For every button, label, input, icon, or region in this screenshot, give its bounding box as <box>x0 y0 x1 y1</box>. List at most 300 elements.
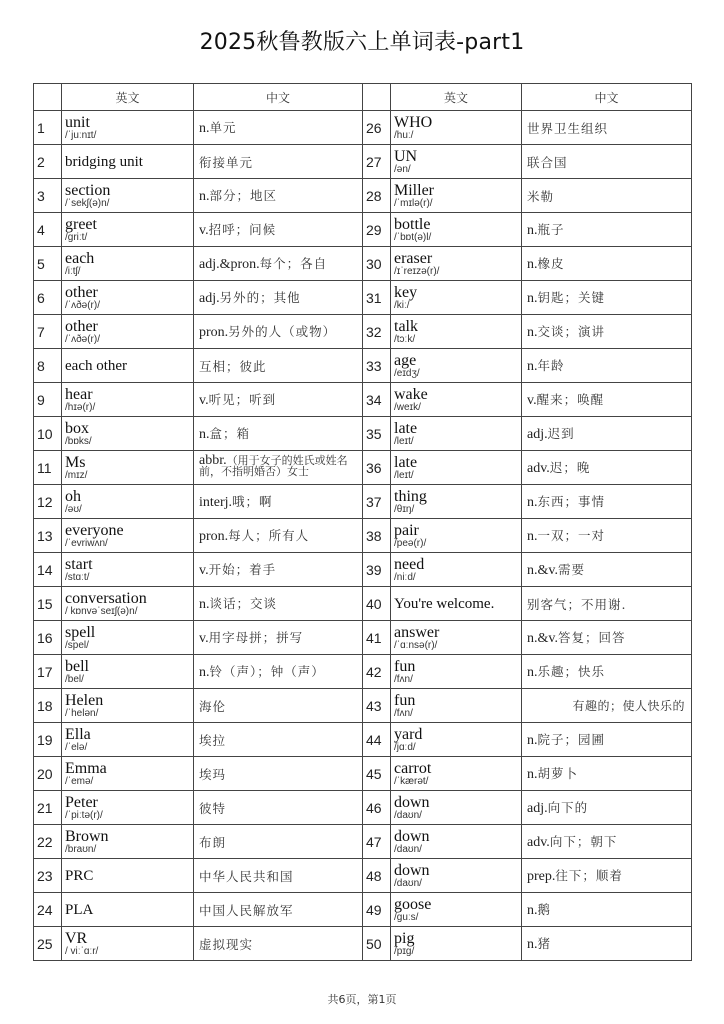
meaning-text: 单元 <box>209 120 237 135</box>
chinese-meaning-left <box>194 179 363 213</box>
english-cell-right <box>391 621 522 655</box>
part-of-speech: pron. <box>199 325 229 340</box>
chinese-meaning-right <box>522 383 692 417</box>
english-word: UN <box>394 147 418 165</box>
header-chinese-left: 中文 <box>194 84 363 111</box>
part-of-speech: n.&v. <box>527 631 558 646</box>
english-cell-left <box>62 179 194 213</box>
phonetic: /ɡuːs/ <box>394 911 419 923</box>
phonetic: /braʊn/ <box>65 843 97 855</box>
chinese-meaning-left <box>194 825 363 859</box>
english-word: Brown <box>65 827 109 845</box>
english-cell-left <box>62 519 194 553</box>
meaning-text: 向下的 <box>547 800 589 815</box>
english-word: section <box>65 181 111 199</box>
chinese-meaning-left <box>194 927 363 961</box>
word-number-left: 25 <box>34 927 62 961</box>
english-word: VR <box>65 929 88 947</box>
meaning-text: 互相；彼此 <box>199 358 267 374</box>
header-num-right <box>363 84 391 111</box>
word-number-left: 9 <box>34 383 62 417</box>
chinese-meaning-left <box>194 451 363 485</box>
meaning-text: 招呼；问候 <box>208 222 277 237</box>
english-word: other <box>65 283 98 301</box>
meaning-text: 东西；事情 <box>537 494 606 509</box>
english-word: PLA <box>65 901 94 918</box>
table-row <box>34 451 692 485</box>
header-num-left <box>34 84 62 111</box>
english-word: Ms <box>65 453 86 471</box>
table-row <box>34 655 692 689</box>
header-english-right: 英文 <box>391 84 522 111</box>
word-number-right: 36 <box>363 451 391 485</box>
table-row <box>34 145 692 179</box>
table-row <box>34 859 692 893</box>
word-number-left: 15 <box>34 587 62 621</box>
phonetic: /spel/ <box>65 639 89 651</box>
phonetic: /ˈɑːnsə(r)/ <box>394 639 438 651</box>
meaning-text: 哦；啊 <box>232 494 273 509</box>
word-number-left: 11 <box>34 451 62 485</box>
word-number-right: 40 <box>363 587 391 621</box>
table-row <box>34 315 692 349</box>
chinese-meaning-right <box>522 587 692 621</box>
word-number-right: 39 <box>363 553 391 587</box>
word-number-right: 48 <box>363 859 391 893</box>
english-cell-right <box>391 791 522 825</box>
word-number-left: 3 <box>34 179 62 213</box>
chinese-meaning-right <box>522 893 692 927</box>
meaning-text: 醒来；唤醒 <box>536 392 605 407</box>
meaning-text: 答复；回答 <box>557 630 626 645</box>
chinese-meaning-right <box>522 213 692 247</box>
meaning-text: 另外的；其他 <box>219 290 301 305</box>
english-word: fun <box>394 657 416 675</box>
english-word: late <box>394 453 418 471</box>
meaning-text: 衔接单元 <box>199 154 254 170</box>
chinese-meaning-left <box>194 315 363 349</box>
part-of-speech: v. <box>199 563 209 578</box>
table-row <box>34 825 692 859</box>
table-row <box>34 519 692 553</box>
part-of-speech: n. <box>527 223 538 238</box>
word-number-left: 22 <box>34 825 62 859</box>
phonetic: /jɑːd/ <box>394 741 416 753</box>
chinese-meaning-left <box>194 349 363 383</box>
chinese-meaning-right <box>522 553 692 587</box>
english-word: bridging unit <box>65 153 143 170</box>
word-number-right: 28 <box>363 179 391 213</box>
phonetic: /ˈsekʃ(ə)n/ <box>65 197 110 209</box>
english-word: late <box>394 419 418 437</box>
english-word: pair <box>394 521 419 539</box>
part-of-speech: abbr. <box>199 452 227 468</box>
chinese-meaning-left <box>194 587 363 621</box>
part-of-speech: v. <box>527 393 537 408</box>
part-of-speech: n. <box>527 903 538 918</box>
meaning-text: 埃拉 <box>199 732 227 748</box>
english-word: everyone <box>65 521 124 539</box>
phonetic: /leɪt/ <box>394 469 414 481</box>
chinese-meaning-right <box>522 315 692 349</box>
english-cell-right <box>391 927 522 961</box>
english-cell-right <box>391 247 522 281</box>
word-number-left: 2 <box>34 145 62 179</box>
english-word: fun <box>394 691 416 709</box>
word-number-left: 8 <box>34 349 62 383</box>
page-footer: 共6页，第1页 <box>327 993 397 1006</box>
word-number-left: 21 <box>34 791 62 825</box>
table-row <box>34 757 692 791</box>
header-chinese-right: 中文 <box>522 84 692 111</box>
english-word: talk <box>394 317 418 335</box>
chinese-meaning-left <box>194 689 363 723</box>
part-of-speech: n. <box>527 767 538 782</box>
meaning-text: 铃（声）；钟（声） <box>209 664 325 679</box>
chinese-meaning-left <box>194 859 363 893</box>
part-of-speech: n. <box>527 257 538 272</box>
part-of-speech: adj. <box>527 801 548 816</box>
english-cell-left <box>62 757 194 791</box>
part-of-speech: v. <box>199 393 209 408</box>
word-number-left: 1 <box>34 111 62 145</box>
meaning-text: 用字母拼；拼写 <box>208 630 304 645</box>
meaning-text: 胡萝卜 <box>537 766 579 781</box>
word-number-right: 50 <box>363 927 391 961</box>
english-cell-right <box>391 111 522 145</box>
chinese-meaning-left <box>194 111 363 145</box>
phonetic: /huː/ <box>394 129 414 141</box>
part-of-speech: v. <box>199 223 209 238</box>
part-of-speech: n. <box>527 937 538 952</box>
phonetic: /θɪŋ/ <box>394 503 415 515</box>
meaning-text: 钥匙；关键 <box>537 290 606 305</box>
chinese-meaning-right <box>522 281 692 315</box>
english-word: greet <box>65 215 97 233</box>
word-number-right: 30 <box>363 247 391 281</box>
english-word: hear <box>65 385 93 403</box>
english-word: You're welcome. <box>394 595 495 612</box>
phonetic: /kiː/ <box>394 299 410 311</box>
table-row <box>34 689 692 723</box>
chinese-meaning-left <box>194 417 363 451</box>
part-of-speech: n. <box>199 427 210 442</box>
table-row <box>34 281 692 315</box>
english-cell-left <box>62 383 194 417</box>
chinese-meaning-right <box>522 349 692 383</box>
english-cell-left <box>62 893 194 927</box>
english-word: wake <box>394 385 428 403</box>
english-cell-right <box>391 587 522 621</box>
meaning-text: 别客气；不用谢. <box>527 596 627 612</box>
english-word: carrot <box>394 759 432 777</box>
phonetic: /əʊ/ <box>65 503 82 515</box>
english-cell-right <box>391 145 522 179</box>
chinese-meaning-left <box>194 621 363 655</box>
english-cell-right <box>391 723 522 757</box>
part-of-speech: n. <box>527 665 538 680</box>
table-row <box>34 213 692 247</box>
english-cell-left <box>62 655 194 689</box>
part-of-speech: adv. <box>527 835 550 850</box>
english-word: unit <box>65 113 90 131</box>
phonetic: /daʊn/ <box>394 809 422 821</box>
meaning-text: 部分；地区 <box>209 188 278 203</box>
phonetic: /ˈelə/ <box>65 741 88 753</box>
chinese-meaning-right <box>522 179 692 213</box>
english-cell-right <box>391 655 522 689</box>
meaning-text: 乐趣；快乐 <box>537 664 606 679</box>
table-row <box>34 383 692 417</box>
english-word: down <box>394 861 430 879</box>
english-word: need <box>394 555 425 573</box>
part-of-speech: n. <box>199 665 210 680</box>
english-word: bottle <box>394 215 431 233</box>
phonetic: /ˈʌðə(r)/ <box>65 333 100 345</box>
chinese-meaning-left <box>194 383 363 417</box>
chinese-meaning-left <box>194 519 363 553</box>
english-cell-right <box>391 519 522 553</box>
meaning-text: 向下；朝下 <box>549 834 618 849</box>
chinese-meaning-right <box>522 859 692 893</box>
english-word: PRC <box>65 867 94 884</box>
table-row <box>34 723 692 757</box>
english-word: Emma <box>65 759 107 777</box>
english-word: down <box>394 827 430 845</box>
phonetic: /ˈkærət/ <box>394 775 429 787</box>
phonetic: /mɪz/ <box>65 469 88 481</box>
english-cell-left <box>62 417 194 451</box>
phonetic: /stɑːt/ <box>65 571 90 583</box>
chinese-meaning-right <box>522 689 692 723</box>
chinese-meaning-right <box>522 417 692 451</box>
english-cell-left <box>62 825 194 859</box>
english-word: conversation <box>65 589 147 607</box>
phonetic: /bel/ <box>65 673 84 685</box>
meaning-text: 交谈；演讲 <box>537 324 606 339</box>
part-of-speech: interj. <box>199 495 233 510</box>
part-of-speech: v. <box>199 631 209 646</box>
word-number-left: 6 <box>34 281 62 315</box>
english-word: bell <box>65 657 89 675</box>
english-cell-left <box>62 621 194 655</box>
english-cell-left <box>62 791 194 825</box>
part-of-speech: n. <box>527 733 538 748</box>
table-row <box>34 587 692 621</box>
word-number-right: 31 <box>363 281 391 315</box>
english-word: pig <box>394 929 415 947</box>
english-word: oh <box>65 487 81 505</box>
word-number-left: 17 <box>34 655 62 689</box>
chinese-meaning-left <box>194 145 363 179</box>
english-cell-right <box>391 859 522 893</box>
meaning-text: 虚拟现实 <box>199 936 254 952</box>
chinese-meaning-right <box>522 145 692 179</box>
word-number-left: 23 <box>34 859 62 893</box>
part-of-speech: prep. <box>527 869 556 884</box>
english-cell-right <box>391 179 522 213</box>
table-row <box>34 349 692 383</box>
word-number-right: 33 <box>363 349 391 383</box>
english-word: down <box>394 793 430 811</box>
word-number-left: 7 <box>34 315 62 349</box>
phonetic: /ˈmɪlə(r)/ <box>394 197 433 209</box>
table-row <box>34 621 692 655</box>
word-number-right: 43 <box>363 689 391 723</box>
word-number-right: 41 <box>363 621 391 655</box>
english-cell-right <box>391 383 522 417</box>
table-row <box>34 247 692 281</box>
phonetic: /ˈemə/ <box>65 775 94 787</box>
english-cell-left <box>62 587 194 621</box>
english-cell-left <box>62 315 194 349</box>
meaning-text: 猪 <box>537 936 552 951</box>
chinese-meaning-left <box>194 757 363 791</box>
word-number-left: 5 <box>34 247 62 281</box>
word-number-right: 47 <box>363 825 391 859</box>
table-header-row <box>34 84 692 111</box>
word-number-right: 45 <box>363 757 391 791</box>
phonetic: /daʊn/ <box>394 877 422 889</box>
english-word: Peter <box>65 793 98 811</box>
english-cell-right <box>391 553 522 587</box>
table-body <box>34 111 692 961</box>
chinese-meaning-right <box>522 247 692 281</box>
english-cell-right <box>391 825 522 859</box>
word-number-right: 35 <box>363 417 391 451</box>
meaning-text: 海伦 <box>199 698 227 714</box>
phonetic: /ɡriːt/ <box>65 231 88 243</box>
part-of-speech: n. <box>527 529 538 544</box>
word-number-left: 24 <box>34 893 62 927</box>
chinese-meaning-left <box>194 791 363 825</box>
english-cell-left <box>62 859 194 893</box>
english-cell-right <box>391 417 522 451</box>
chinese-meaning-right <box>522 927 692 961</box>
chinese-meaning-left <box>194 723 363 757</box>
phonetic: /pɪɡ/ <box>394 945 415 957</box>
page-title: 2025秋鲁教版六上单词表-part1 <box>199 30 525 55</box>
english-word: Miller <box>394 181 434 199</box>
table-row <box>34 791 692 825</box>
phonetic: /ˈhelən/ <box>65 707 99 719</box>
word-number-right: 38 <box>363 519 391 553</box>
chinese-meaning-right <box>522 621 692 655</box>
phonetic: /ˈʌðə(r)/ <box>65 299 100 311</box>
word-number-right: 37 <box>363 485 391 519</box>
meaning-text: 听见；听到 <box>208 392 277 407</box>
english-word: goose <box>394 895 432 913</box>
word-number-right: 29 <box>363 213 391 247</box>
part-of-speech: adj.&pron. <box>199 257 260 272</box>
english-cell-left <box>62 451 194 485</box>
part-of-speech: adj. <box>199 291 220 306</box>
meaning-text: 迟；晚 <box>549 460 591 475</box>
phonetic: /ɪˈreɪzə(r)/ <box>394 265 440 277</box>
english-word: other <box>65 317 98 335</box>
meaning-text: 瓶子 <box>537 222 565 237</box>
phonetic: /weɪk/ <box>394 401 421 413</box>
english-cell-right <box>391 349 522 383</box>
english-word: Ella <box>65 725 91 743</box>
word-number-right: 46 <box>363 791 391 825</box>
word-number-right: 44 <box>363 723 391 757</box>
table-row <box>34 485 692 519</box>
part-of-speech: n. <box>199 597 210 612</box>
chinese-meaning-right <box>522 111 692 145</box>
english-cell-right <box>391 315 522 349</box>
phonetic: /niːd/ <box>394 571 416 583</box>
word-number-right: 49 <box>363 893 391 927</box>
word-number-left: 13 <box>34 519 62 553</box>
chinese-meaning-left <box>194 281 363 315</box>
meaning-text: 往下；顺着 <box>555 868 623 883</box>
chinese-meaning-right <box>522 723 692 757</box>
english-cell-right <box>391 213 522 247</box>
table-row <box>34 417 692 451</box>
meaning-text: 橡皮 <box>537 256 565 271</box>
header-english-left: 英文 <box>62 84 194 111</box>
chinese-meaning-left <box>194 485 363 519</box>
word-number-left: 14 <box>34 553 62 587</box>
phonetic: /tɔːk/ <box>394 333 416 345</box>
meaning-text: 联合国 <box>527 154 568 170</box>
part-of-speech: n. <box>527 325 538 340</box>
phonetic: /fʌn/ <box>394 707 413 719</box>
part-of-speech: n. <box>527 359 538 374</box>
word-number-right: 26 <box>363 111 391 145</box>
english-word: thing <box>394 487 427 505</box>
meaning-text: 开始；着手 <box>208 562 277 577</box>
table-row <box>34 893 692 927</box>
english-cell-left <box>62 927 194 961</box>
english-word: yard <box>394 725 423 743</box>
phonetic: /peə(r)/ <box>394 537 427 549</box>
english-cell-right <box>391 281 522 315</box>
part-of-speech: pron. <box>199 529 229 544</box>
meaning-text: 米勒 <box>527 188 555 204</box>
part-of-speech: n. <box>199 189 210 204</box>
chinese-meaning-right <box>522 519 692 553</box>
english-word: spell <box>65 623 96 641</box>
meaning-text: 需要 <box>557 562 585 577</box>
word-number-left: 19 <box>34 723 62 757</box>
chinese-meaning-left <box>194 213 363 247</box>
meaning-text: 彼特 <box>199 800 227 816</box>
english-cell-left <box>62 349 194 383</box>
table-row <box>34 111 692 145</box>
meaning-text: 迟到 <box>547 426 575 441</box>
meaning-text: 每人；所有人 <box>228 528 310 543</box>
part-of-speech: n.&v. <box>527 563 558 578</box>
english-word: WHO <box>394 113 433 131</box>
english-word: Helen <box>65 691 104 709</box>
word-number-right: 32 <box>363 315 391 349</box>
phonetic: /daʊn/ <box>394 843 422 855</box>
english-cell-left <box>62 553 194 587</box>
part-of-speech: n. <box>527 495 538 510</box>
english-word: age <box>394 351 417 369</box>
phonetic: /hɪə(r)/ <box>65 401 96 413</box>
english-cell-right <box>391 893 522 927</box>
word-number-right: 34 <box>363 383 391 417</box>
chinese-meaning-right <box>522 451 692 485</box>
english-cell-left <box>62 689 194 723</box>
english-word: key <box>394 283 418 301</box>
word-number-left: 4 <box>34 213 62 247</box>
word-number-right: 27 <box>363 145 391 179</box>
english-cell-right <box>391 451 522 485</box>
